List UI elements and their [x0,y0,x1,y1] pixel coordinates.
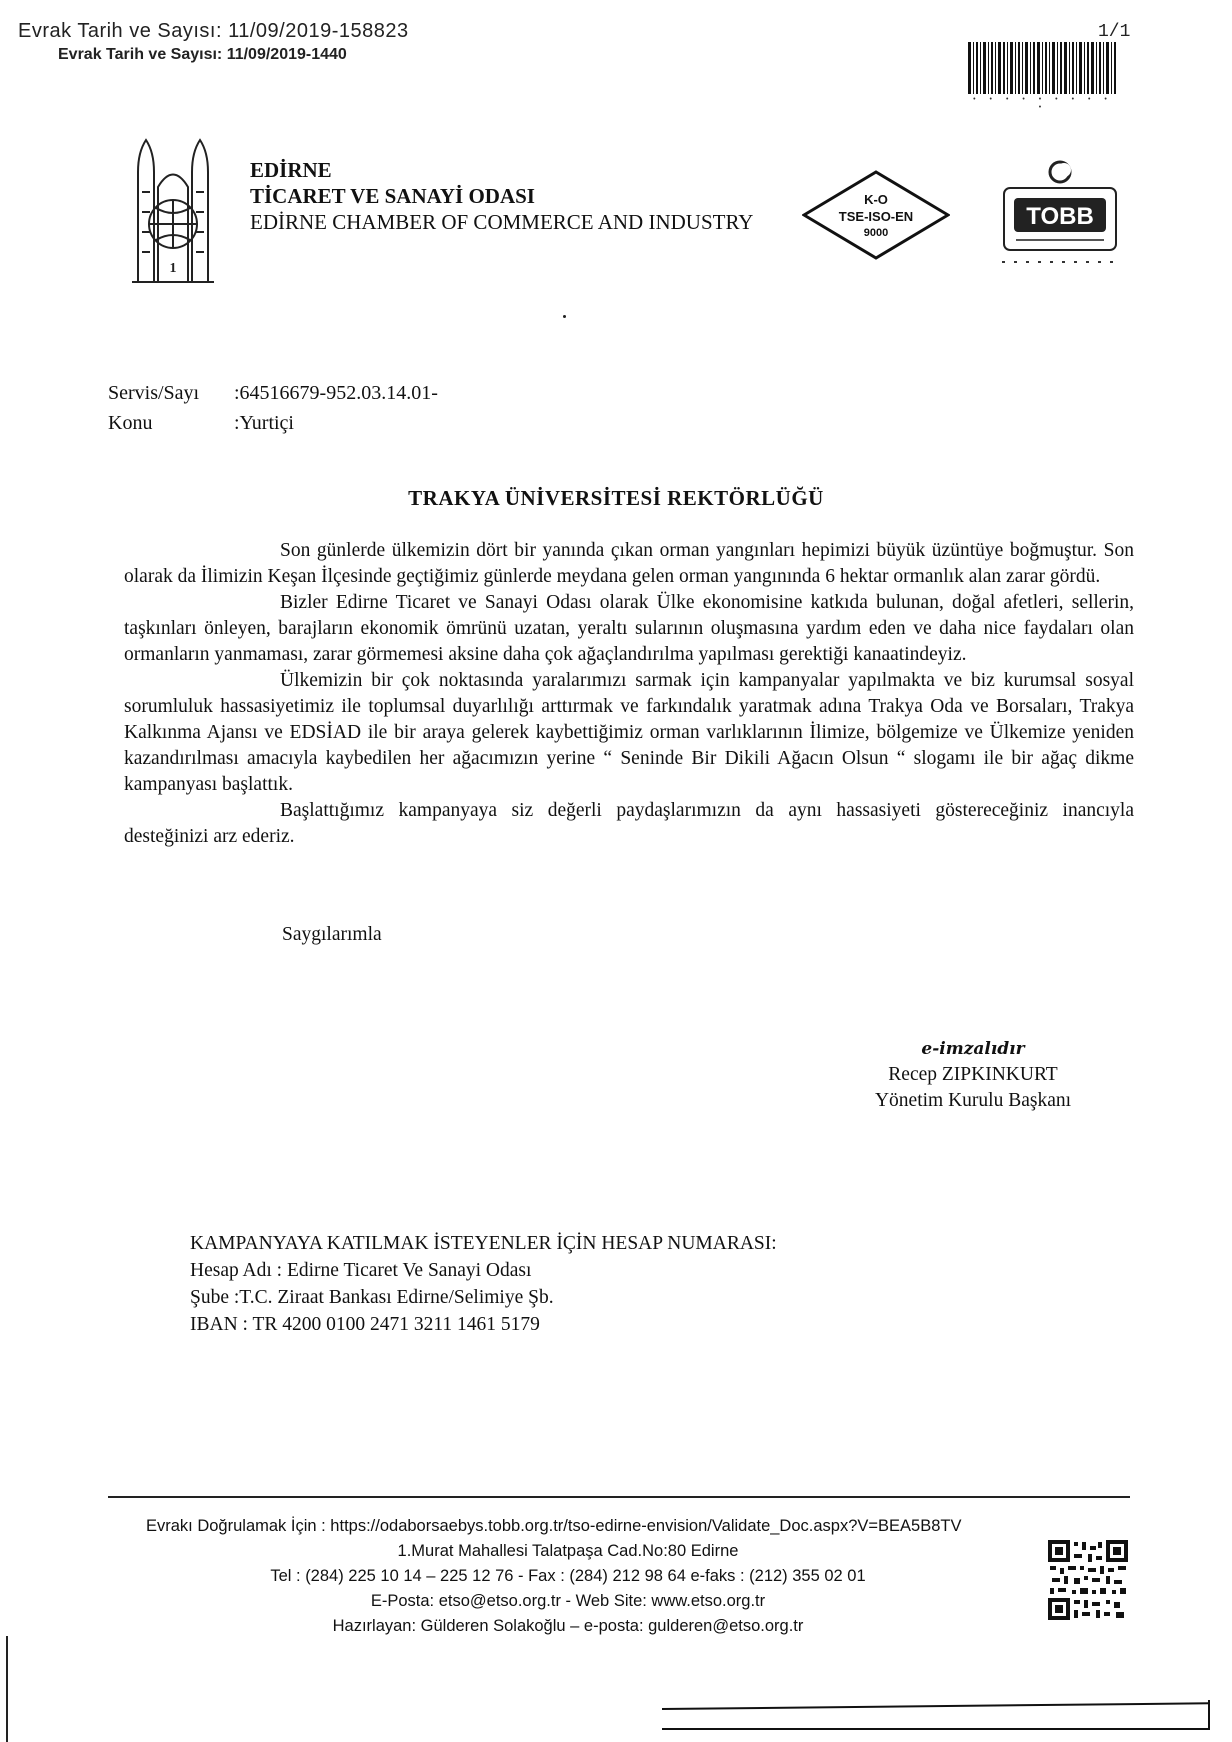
validate-link[interactable]: Evrakı Doğrulamak İçin : https://odaborsaebys.tobb.org.tr/tso-edirne-envision/Validate_Doc.aspx?V=BEA5B8TV [146,1517,962,1535]
footer-web: E-Posta: etso@etso.org.tr - Web Site: www.etso.org.tr [370,1592,766,1610]
org-city: EDİRNE [250,158,332,182]
scan-edge-line [1208,1700,1210,1730]
footer-address: 1.Murat Mahallesi Talatpaşa Cad.No:80 Edirne [397,1542,739,1560]
chamber-crest-icon [128,132,218,284]
account-heading: KAMPANYAYA KATILMAK İSTEYENLER İÇİN HESAP NUMARASI: [190,1233,777,1254]
footer [108,1514,1028,1639]
konu-label: Konu [108,412,153,434]
page-count: 1/1 [1098,22,1131,42]
account-branch: Şube :T.C. Ziraat Bankası Edirne/Selimiye Şb. [190,1287,554,1308]
scan-edge-line [662,1702,1210,1710]
recipient-heading: TRAKYA ÜNİVERSİTESİ REKTÖRLÜĞÜ [408,486,824,510]
document-date-number: Evrak Tarih ve Sayısı: 11/09/2019-1440 [58,46,347,63]
signer-title: Yönetim Kurulu Başkanı [874,1090,1072,1111]
iso-line-1: K-O [864,192,888,207]
body-paragraph: Bizler Edirne Ticaret ve Sanayi Odası olarak Ülke ekonomisine katkıda bulunan, doğal afetleri, sellerin, taşkınları önleyen, barajların ekonomik ömrünü uzatan, yeraltı sularının oluşmasına yardım eden ve daha nice faydaları olan ormanların yanmaması, zarar görmemesi aksine daha çok ağaçlandırılma yapılması gerektiği kanaatindeyiz. [124,592,1134,665]
e-signature-mark: e-imzalıdır [921,1039,1025,1059]
scan-edge-line [662,1728,1210,1730]
iso-certification-icon [802,170,950,260]
body-paragraph: Başlattığımız kampanyaya siz değerli paydaşlarımızın da aynı hassasiyeti göstereceğiniz inancıyla desteğinizi arz ederiz. [124,800,1134,847]
scan-edge-line [6,1636,8,1742]
tobb-logo-icon [1000,158,1120,272]
barcode-icon [968,42,1116,94]
servis-row [108,378,438,408]
svg-text:1: 1 [169,261,177,276]
account-iban: IBAN : TR 4200 0100 2471 3211 1461 5179 [190,1314,540,1335]
servis-label: Servis/Sayı [108,382,200,404]
letterhead-org-name [250,157,753,235]
org-name-en: EDİRNE CHAMBER OF COMMERCE AND INDUSTRY [250,210,754,234]
document-meta [108,378,438,438]
iso-line-3: 9000 [863,227,889,239]
letter-body [124,538,1134,850]
account-info [190,1230,777,1338]
qr-code-icon [1048,1540,1128,1620]
signature-block [842,1036,1104,1114]
account-name: Hesap Adı : Edirne Ticaret Ve Sanayi Odası [190,1260,532,1281]
barcode-caption: • • • • • • • • • • [972,96,1112,112]
servis-value: :64516679-952.03.14.01- [234,382,438,404]
iso-line-2: TSE-ISO-EN [838,209,914,224]
footer-divider [108,1496,1130,1498]
konu-row [108,408,438,438]
footer-phones: Tel : (284) 225 10 14 – 225 12 76 - Fax : (284) 212 98 64 e-faks : (212) 355 02 01 [270,1567,866,1585]
footer-prepared-by: Hazırlayan: Gülderen Solakoğlu – e-posta: gulderen@etso.org.tr [332,1617,804,1635]
body-paragraph: Son günlerde ülkemizin dört bir yanında çıkan orman yangınları hepimizi büyük üzüntüye boğmuştur. Son olarak da İlimizin Keşan İlçesinde geçtiğimiz günlerde meydana gelen orman yangınında 6 hektar ormanlık alan zarar gördü. [124,540,1134,587]
fax-overlay-text: Evrak Tarih ve Sayısı: 11/09/2019-158823 [18,20,409,42]
stray-mark [563,315,566,318]
tobb-text: TOBB [1026,203,1094,230]
konu-value: :Yurtiçi [234,412,294,434]
org-name-tr: TİCARET VE SANAYİ ODASI [250,184,535,208]
signer-name: Recep ZIPKINKURT [888,1064,1058,1085]
body-paragraph: Ülkemizin bir çok noktasında yaralarımızı sarmak için kampanyalar yapılmakta ve biz kurumsal sosyal sorumluluk hassasiyetimiz ile toplumsal duyarlılığı arttırmak ve farkındalık yaratmak adına Trakya Oda ve Borsaları, Trakya Kalkınma Ajansı ve EDSİAD ile bir araya gelerek kaybettiğimiz orman varlıklarının İlimize, bölgemize ve Ülkemize yeniden kazandırılması amacıyla kaybedilen her ağacımızın yerine “ Seninde Bir Dikili Ağacın Olsun “ slogamı ile bir ağaç dikme kampanyası başlattık. [124,670,1134,795]
closing-phrase: Saygılarımla [282,924,382,945]
